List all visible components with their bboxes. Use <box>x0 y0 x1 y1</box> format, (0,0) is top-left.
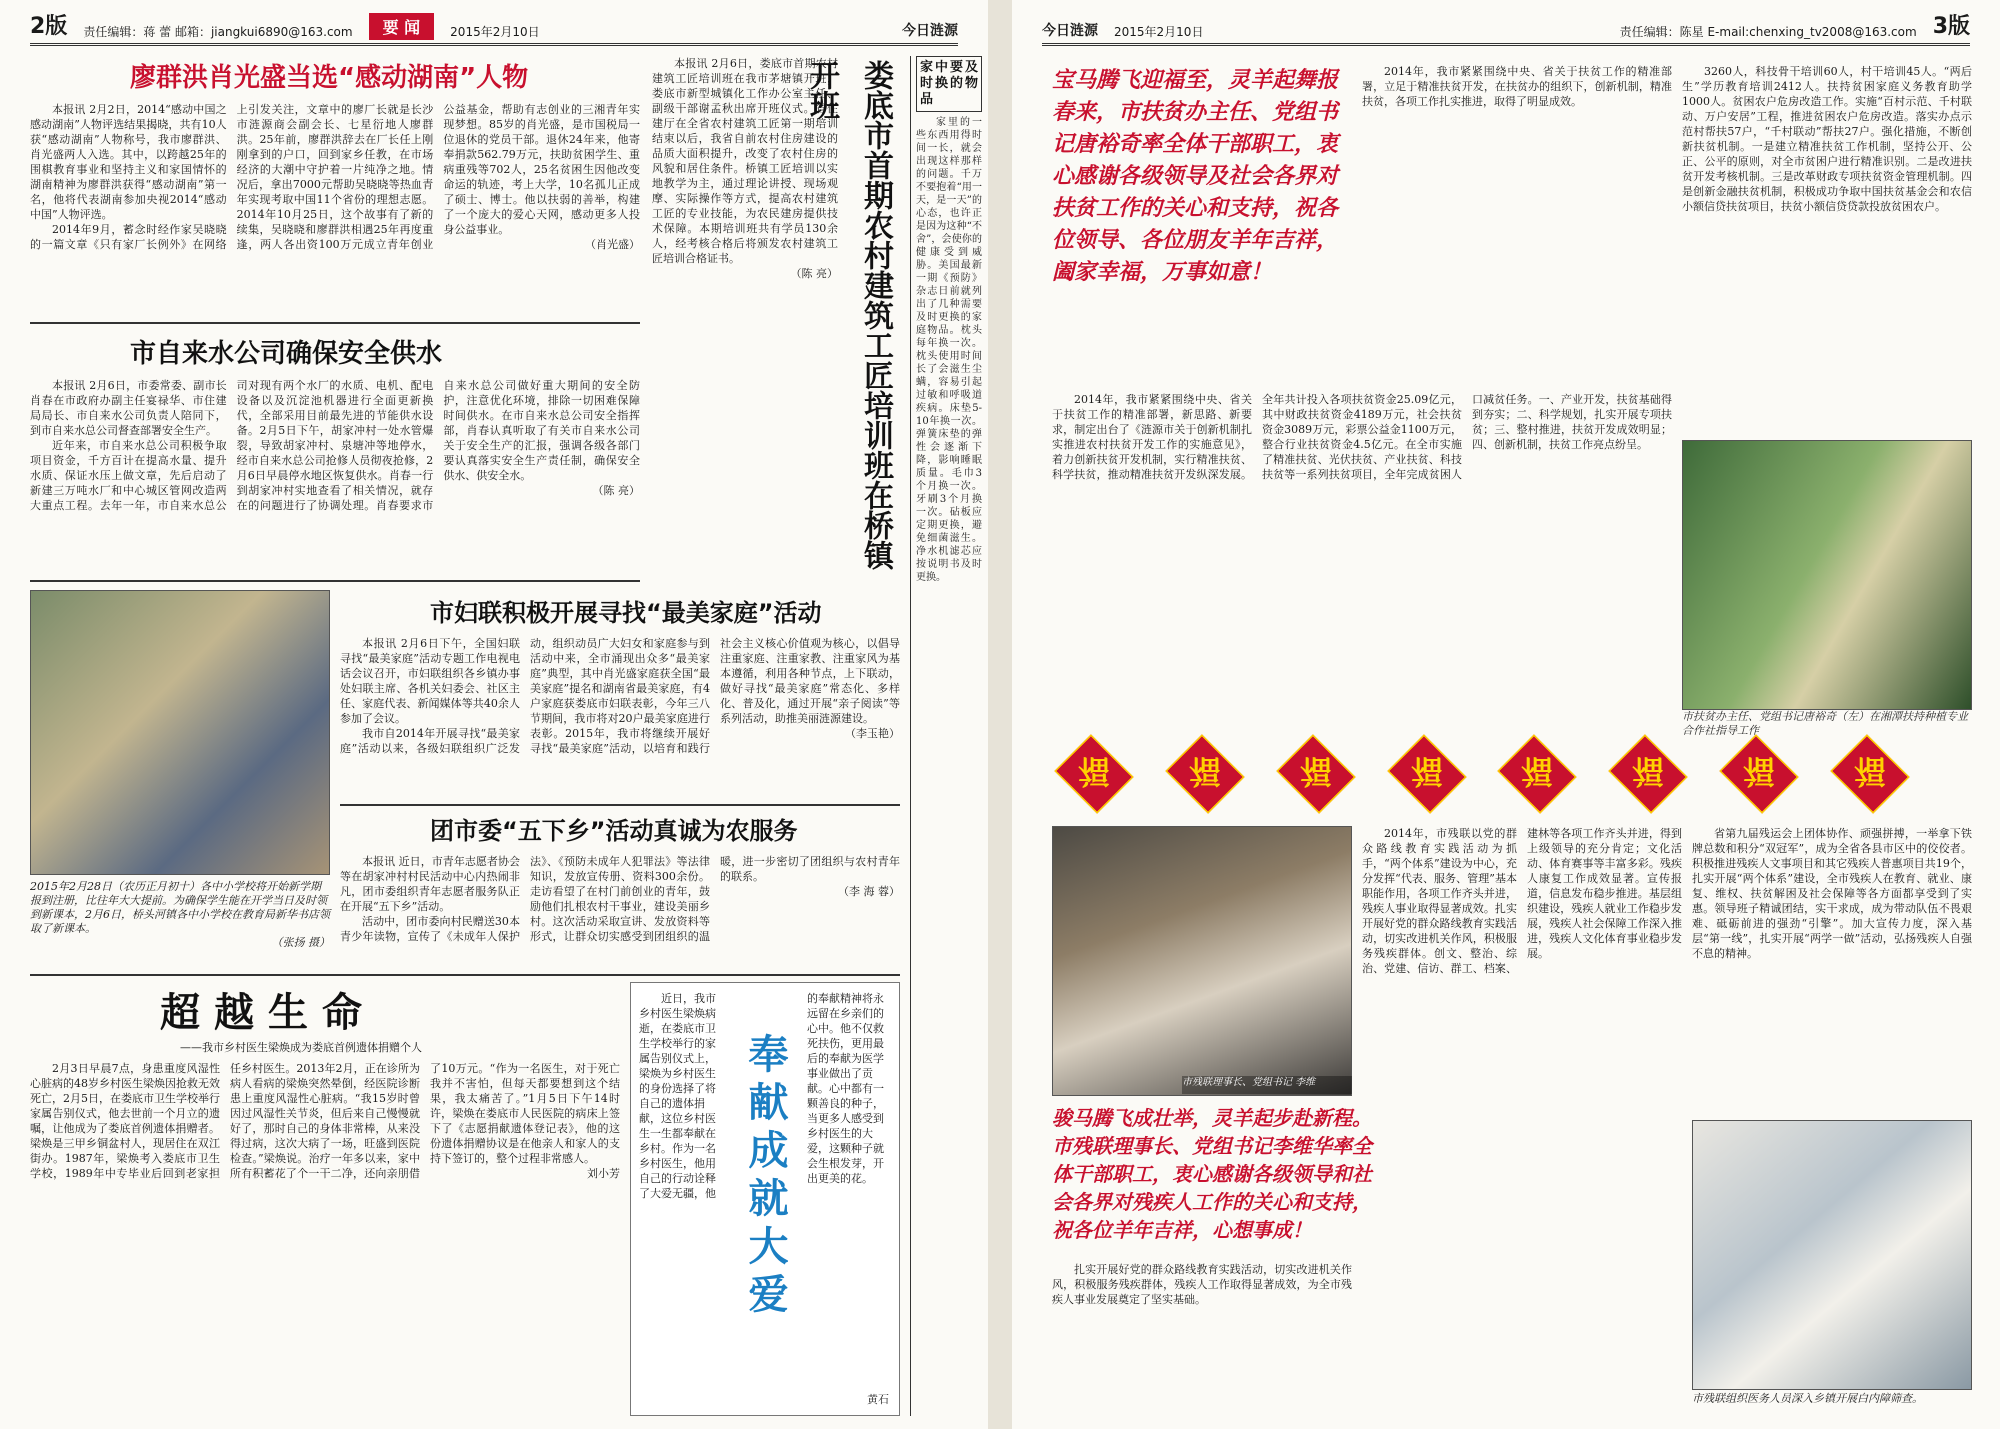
news-photo-textbooks <box>30 590 330 875</box>
paper-name: 今日涟源 <box>1042 23 1098 39</box>
fu-icon: 福 <box>1719 734 1798 813</box>
article-body: 2014年，我市紧紧围绕中央、省关于扶贫工作的精准部署，新思路、新要求，制定出台了《涟源市关于创新机制扎实推进农村扶贫开发工作的实施意见》，着力创新扶贫开发机制，实行精准扶贫、科学扶贫，推动精准扶贫开发纵深发展。全年共计投入各项扶贫资金25.09亿元，其中财政扶贫资金4189万元，社会扶贫资金3089万元，彩票公益金1100万元，整合行业扶贫资金4.5亿元。在全市实施了精准扶贫、光伏扶贫、产业扶贫、科技扶贫等一系列扶贫项目，全年完成贫困人口减贫任务。一、产业开发，扶贫基础得到夯实；二、科学规划，扎实开展专项扶贫；三、整村推进，扶贫开发成效明显；四、创新机制，扶贫工作亮点纷呈。 <box>1052 393 1672 481</box>
article-author: （李 海 蓉） <box>838 885 900 898</box>
fu-icon: 福 <box>1054 734 1133 813</box>
divider <box>30 322 640 324</box>
divider <box>910 56 911 1416</box>
issue-date: 2015年2月10日 <box>1114 25 1204 39</box>
article-artisan-body <box>652 56 838 576</box>
article-body: 2月3日早晨7点，身患重度风湿性心脏病的48岁乡村医生梁焕因抢救无效死亡，2月5日，在娄底市卫生学校举行家属告别仪式，他去世前一个月立的遗嘱，让他成为了娄底首例遗体捐赠者。梁焕是三甲乡铜盆村人，现居住在双江街办。1987年，梁焕考入娄底市卫生学校，1989年中专毕业后回到老家担任乡村医生。2013年2月，正在诊所为病人看病的梁焕突然晕倒，经医院诊断患上重度风湿性心脏病。“我15岁时曾因过风湿性关节炎，但后来自己慢慢就好了，那时自己的身体非常棒，从来没得过病，这次大病了一场，旺盛到医院检查。”梁焕说。治疗一年多以来，家中所有积蓄花了个一干二净，还向亲朋借了10万元。“作为一名医生，对于死亡我并不害怕，但每天都要想到这个结果，我太痛苦了。”1月5日下午14时许，梁焕在娄底市人民医院的病床上签下了《志愿捐献遗体登记表》，他的这份遗体捐赠协议是在他亲人和家人的支持下签订的，整个过程非常感人。 <box>30 1062 620 1180</box>
fu-icon: 福 <box>1609 734 1688 813</box>
article-headline: 团市委“五下乡”活动真诚为农服务 <box>430 817 798 845</box>
editor-info: 责任编辑：蒋 蕾 邮箱：jiangkui6890@163.com <box>83 25 353 39</box>
article-liao <box>30 56 640 318</box>
article-headline: 市妇联积极开展寻找“最美家庭”活动 <box>430 599 822 627</box>
article-author: （肖光盛） <box>584 238 640 251</box>
photo-caption: 市扶贫办主任、党组书记唐裕奇（左）在湘潭扶持种植专业合作社指导工作 <box>1682 710 1968 737</box>
article-body: 本报讯 2月6日，娄底市首期农村建筑工匠培训班在我市茅塘镇开班，娄底市新型城镇化工作办公室主任、副级干部谢孟秋出席开班仪式。省住建厅在全省农村建筑工匠第一期培训结束以后，我省自前农村住房建设的品质大面积提升，改变了农村住房的风貌和居住条件。桥镇工匠培训以实地教学为主，通过理论讲授、现场观摩、实际操作等方式，提高农村建筑工匠的专业技能，为农民建房提供技术保障。本期培训班共有学员130余人，经考核合格后将颁发农村建筑工匠培训合格证书。 <box>652 57 838 265</box>
article-beauty-family <box>340 590 900 800</box>
commentary-author: 黄石 <box>867 1393 889 1406</box>
article-author: （李玉艳） <box>845 727 900 740</box>
article-author: （陈 亮） <box>592 484 640 497</box>
news-photo-disability <box>1692 1120 1972 1390</box>
page-3-header <box>1042 14 1970 46</box>
article-lead: 本报讯 2月6日下午，全国妇联寻找“最美家庭”活动专题工作电视电话会议召开，市妇联组织各乡镇办事处妇联主席、各机关妇委会、社区主任、家庭代表、新闻媒体等共40余人参加了会议。 <box>340 637 520 725</box>
commentary-body: 近日，我市乡村医生梁焕病逝，在娄底市卫生学校举行的家属告别仪式上，梁焕为乡村医生的身份选择了将自己的遗体捐献，这位乡村医生一生都奉献在乡村。作为一名乡村医生，他用自己的行动诠释了大爱无疆，他的奉献精神将永远留在乡亲们的心中。他不仅救死扶伤，更用最后的奉献为医学事业做出了贡献。心中都有一颗善良的种子，当更多人感受到乡村医生的大爱，这颗种子就会生根发芽，开出更美的花。 <box>639 992 884 1200</box>
article-lead: 本报讯 2月2日，2014“感动中国之感动湖南”人物评选结果揭晓，共有10人获“感动湖南”人物称号，我市廖群洪、肖光盛两人入选。其中，以跨越25年的围棋教育事业和坚持主义和家国情怀的湖南精神为廖群洪获得“感动湖南”第一名，他将代表湖南参加央视2014“感动中国”人物评选。 <box>30 103 227 221</box>
editor-info: 责任编辑：陈星 E-mail:chenxing_tv2008@163.com <box>1619 25 1917 39</box>
fu-icon: 福 <box>1498 734 1577 813</box>
section-label: 要 闻 <box>369 13 435 40</box>
article-author: （陈 亮） <box>790 267 838 280</box>
article-household <box>916 56 982 1416</box>
article-disability <box>1362 826 1682 1416</box>
fu-icon: 福 <box>1165 734 1244 813</box>
page-number: 3版 <box>1932 14 1970 39</box>
divider <box>30 974 900 976</box>
greeting-banner-poverty: 宝马腾飞迎福至，灵羊起舞报春来，市扶贫办主任、党组书记唐裕奇率全体干部职工，衷心感谢各级领导及社会各界对扶贫工作的关心和支持，祝各位领导、各位朋友羊年吉祥，阖家幸福，万事如意！ <box>1052 67 1339 285</box>
article-poverty-right <box>1682 64 1972 434</box>
article-beyond-life <box>30 982 620 1416</box>
divider <box>340 804 900 806</box>
article-five-to-village <box>340 810 900 970</box>
commentary-box <box>630 982 900 1416</box>
page-2-header <box>30 14 958 46</box>
portrait-caption: 市残联理事长、党组书记 李维 <box>1182 1076 1352 1094</box>
article-body: 省第九届残运会上团体协作、顽强拼搏，一举拿下铁牌总数和积分“双冠军”，成为全省各县市区中的佼佼者。积极推进残疾人文事项目和其它残疾人普惠项目共19个，扎实开展“两个体系”建设，全市残疾人在教育、就业、康复、维权、扶贫解困及社会保障等各方面都享受到了实惠。领导班子精诚团结，实干求成，成为带动队伍不畏艰难、砥砺前进的强劲“引擎”。加大宣传力度，深入基层“第一线”，扎实开展“两学一做”活动，弘扬残疾人自强不息的精神。 <box>1692 827 1972 960</box>
article-body: 扎实开展好党的群众路线教育实践活动，切实改进机关作风，积极服务残疾群体，残疾人工作取得显著成效，为全市残疾人事业发展奠定了坚实基础。 <box>1052 1263 1352 1306</box>
page-2 <box>0 0 988 1429</box>
fu-icon: 福 <box>1387 734 1466 813</box>
article-disability-left <box>1052 1262 1352 1416</box>
article-headline: 家中要及时换的物品 <box>916 56 982 112</box>
article-headline: 市自来水公司确保安全供水 <box>130 339 443 369</box>
issue-date: 2015年2月10日 <box>450 25 540 39</box>
photo-credit: （张扬 摄） <box>271 936 330 949</box>
page-3 <box>1012 0 2000 1429</box>
fu-decoration-row <box>1052 738 1912 810</box>
article-body: 家里的一些东西用得时间一长，就会出现这样那样的问题。千万不要抱着“用一天，是一天”的心态，也许正是因为这种“不舍”，会使你的健康受到威胁。美国最新一期《预防》杂志日前就列出了几种需要及时更换的家庭物品。枕头每年换一次。枕头使用时间长了会滋生尘螨，容易引起过敏和呼吸道疾病。床垫5-10年换一次。弹簧床垫的弹性会逐渐下降，影响睡眠质量。毛巾3个月换一次。牙刷3个月换一次。砧板应定期更换，避免细菌滋生。净水机滤芯应按说明书及时更换。 <box>916 117 982 583</box>
portrait-photo <box>1052 826 1352 1096</box>
article-body: 2014年9月，蓄念时经作家吴晓晓的一篇文章《只有家厂长例外》在网络上引发关注，文章中的廖厂长就是长沙市涟源商会副会长、七星衍地人廖群洪。25年前，廖群洪辞去在厂长任上刚刚拿到的户口，回到家乡任教，在市场经济的大潮中守护着一片纯净之地。情况后，拿出7000元帮助吴晓晓等热血青年实现考取中国11个省份的理想志愿。2014年10月25日，这个故事有了新的续集，吴晓晓和廖群洪相遇25年再度重逢，两人各出资100万元成立青年创业公益基金，帮助有志创业的三湘青年实现梦想。85岁的肖光盛，是市国税局一位退休的党员干部。退休24年来，他寄奉捐款562.79万元，扶助贫困学生、重病重残等702人，25名贫困生因他改变命运的轨迹，考上大学，10名孤儿正成了硕士、博士。他以扶弱的善举，构建了一个庞大的爱心天网，感动更多人投身公益事业。 <box>30 103 640 251</box>
article-author: 刘小芳 <box>587 1167 620 1180</box>
article-poverty <box>1052 392 1672 728</box>
fu-icon: 福 <box>1276 734 1355 813</box>
page-number: 2版 <box>30 14 68 39</box>
commentary-title: 奉献成就大爱 <box>742 1033 789 1321</box>
article-water <box>30 330 640 576</box>
paper-name: 今日涟源 <box>902 23 958 39</box>
article-headline: 廖群洪肖光盛当选“感动湖南”人物 <box>130 63 529 93</box>
news-photo-poverty <box>1682 440 1972 710</box>
page-gutter <box>988 0 1012 1429</box>
article-disability-right <box>1692 826 1972 1116</box>
article-body: 活动中，团市委向村民赠送30本青少年读物，宣传了《未成年人保护法》、《预防未成年人犯罪法》等法律知识，发放宣传册、资料300余份。走访看望了在村门前创业的青年，鼓励他们扎根农村干事业，建设美丽乡村。这次活动采取宣讲、发放资料等形式，让群众切实感受到团组织的温暖，进一步密切了团组织与农村青年的联系。 <box>340 855 900 943</box>
article-lead: 本报讯 2月6日，市委常委、副市长肖春在市政府办副主任宴禄华、市住建局局长、市自来水公司负责人陪同下，到市自来水总公司督查部署安全生产。 <box>30 379 227 437</box>
article-poverty-cont <box>1362 64 1672 384</box>
divider <box>30 580 640 582</box>
article-body: 近年来，市自来水总公司积极争取项目资金，千方百计在提高水量、提升水质、保证水压上做文章，先后启动了新建三万吨水厂和中心城区管网改造两大重点工程。去年一年，市自来水总公司对现有两个水厂的水质、电机、配电设备以及沉淀池机器进行全面更新换代，全部采用目前最先进的节能供水设备。2月5日下午，胡家冲村一处水管爆裂，导致胡家冲村、泉塘冲等地停水，经市自来水总公司抢修人员彻夜抢修，2月6日早晨停水地区恢复供水。肖春一行到胡家冲村实地查看了相关情况，就存在的问题进行了协调处理。肖春要求市自来水总公司做好重大期间的安全防护，注意优化环境，排除一切困难保障时间供水。在市自来水总公司安全指挥部，肖春认真听取了有关市自来水公司关于安全生产的汇报，强调各级各部门要认真落实安全生产责任制，确保安全供水、供安全水。 <box>30 379 640 512</box>
greeting-banner-disability: 骏马腾飞成壮举，灵羊起步赴新程。市残联理事长、党组书记李维华率全体干部职工，衷心感谢各级领导和社会各界对残疾人工作的关心和支持，祝各位羊年吉祥，心想事成！ <box>1052 1106 1372 1242</box>
article-body: 2014年，我市紧紧围绕中央、省关于扶贫工作的精准部署，立足于精准扶贫开发，在扶贫办的组织下，创新机制，精准扶贫，各项工作扎实推进，取得了明显成效。 <box>1362 65 1672 108</box>
article-body: 我市自2014年开展寻找“最美家庭”活动以来，各级妇联组织广泛发动，组织动员广大妇女和家庭参与到活动中来，全市涌现出众多“最美家庭”典型，其中肖光盛家庭获全国“最美家庭”提名和湖南省最美家庭，有4户家庭获娄底市妇联表彰，今年三八节期间，我市将对20户最美家庭进行表彰。2015年，我市将继续开展好寻找“最美家庭”活动，以培育和践行社会主义核心价值观为核心，以倡导注重家庭、注重家教、注重家风为基本遵循，利用各种节点，上下联动，做好寻找“最美家庭”常态化、多样化、普及化，通过开展“亲子阅读”等系列活动，助推美丽涟源建设。 <box>340 637 900 755</box>
article-headline: 超越生命 <box>160 990 376 1036</box>
article-subtitle: ——我市乡村医生梁焕成为娄底首例遗体捐赠个人 <box>180 1041 422 1054</box>
photo-caption: 市残联组织医务人员深入乡镇开展白内障筛查。 <box>1692 1392 1923 1405</box>
photo-caption: 2015年2月28日（农历正月初十）各中小学校将开始新学期报到注册，比往年大大提前。为确保学生能在开学当日及时领到新课本，2月6日，桥头河镇各中小学校在教育局新华书店领取了新课本。 （张扬 摄） <box>30 880 330 949</box>
article-artisan-headline: 娄底市首期农村建筑工匠培训班在桥镇开班 <box>804 60 893 570</box>
article-lead: 本报讯 近日，市青年志愿者协会等在胡家冲村村民活动中心内热闹非凡，团市委组织青年志愿者服务队正在开展“五下乡”活动。 <box>340 855 520 913</box>
fu-icon: 福 <box>1830 734 1909 813</box>
article-body: 2014年，市残联以党的群众路线教育实践活动为抓手，“两个体系”建设为中心，充分发挥“代表、服务、管理”基本职能作用，各项工作齐头并进，残疾人事业取得显著成效。扎实开展好党的群众路线教育实践活动，切实改进机关作风，积极服务残疾群体。创文、整治、综治、党建、信访、群工、档案、建林等各项工作齐头并进，得到上级领导的充分肯定；文化活动、体育赛事等丰富多彩。残疾人康复工作成效显著。宣传报道，信息发布稳步推进。基层组织建设，残疾人就业工作稳步发展，残疾人社会保障工作深入推进，残疾人文化体育事业稳步发展。 <box>1362 827 1682 975</box>
article-body: 3260人，科技骨干培训60人，村干培训45人。“两后生”学历教育培训2412人。扶持贫困家庭义务教育助学1000人。贫困农户危房改造工作。实施“百村示范、千村联动、万户安居”工程，推进贫困农户危房改造。落实办点示范村帮扶57户，“千村联动”帮扶27户。强化措施，不断创新扶贫机制。一是建立精准扶贫工作机制，坚持公开、公正、公平的原则，对全市贫困户进行精准识别。二是改进扶贫开发考核机制。三是改革财政专项扶贫资金管理机制。四是创新金融扶贫机制，积极成功争取中国扶贫基金会和农信小额信贷扶贫项目，扶贫小额信贷贷款投放贫困农户。 <box>1682 65 1972 213</box>
